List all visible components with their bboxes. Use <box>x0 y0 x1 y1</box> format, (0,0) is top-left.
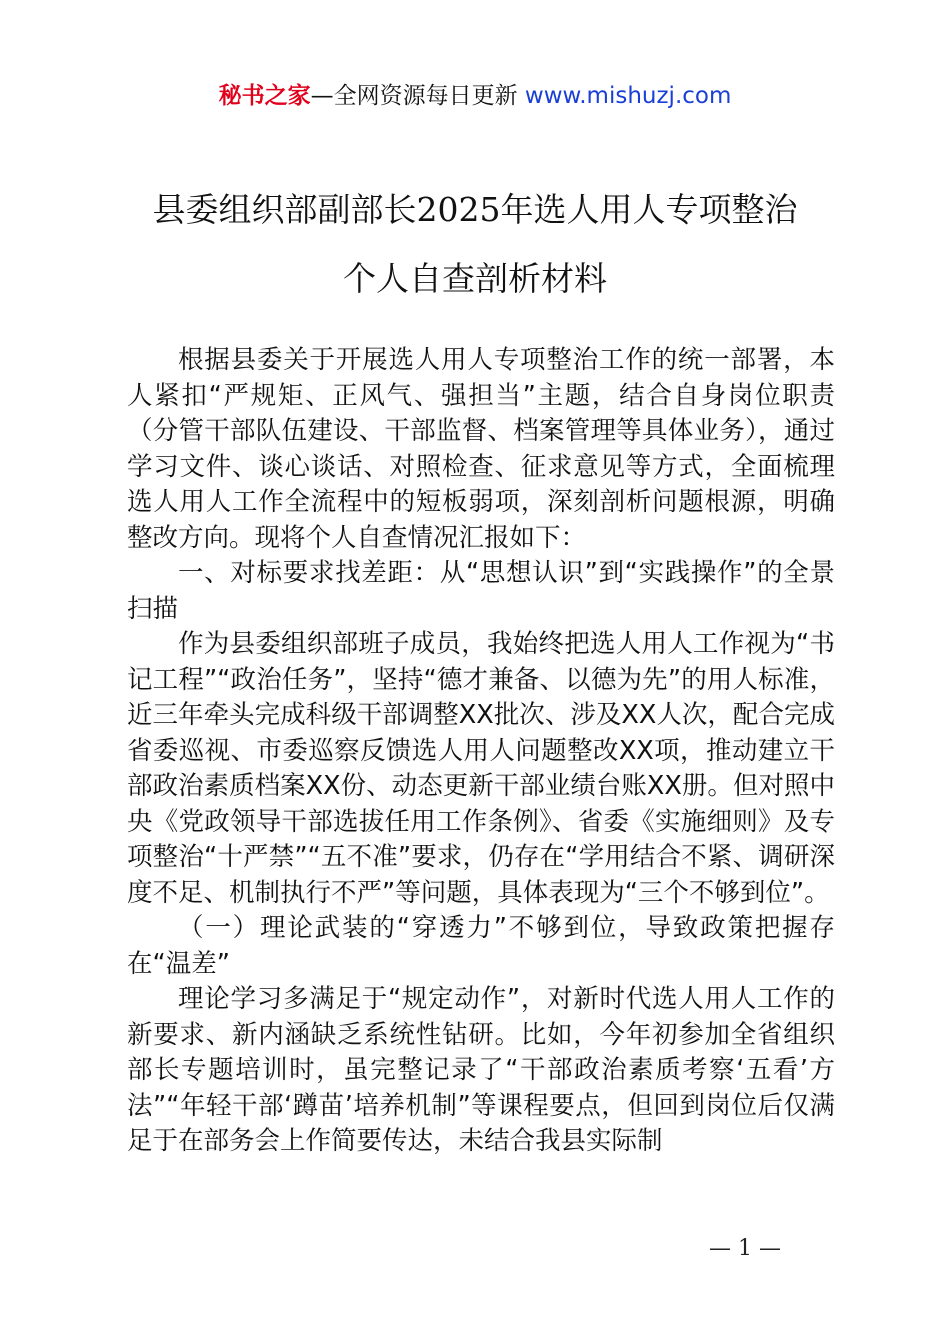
page-number: — 1 — <box>709 1236 781 1261</box>
brand-name: 秘书之家 <box>218 83 311 109</box>
document-title-line2: 个人自查剖析材料 <box>343 259 607 298</box>
site-header <box>0 80 950 112</box>
document-title-line1: 县委组织部副部长2025年选人用人专项整治 <box>152 190 798 229</box>
subsection-heading-1: （一）理论武装的“穿透力”不够到位，导致政策把握存在“温差” <box>127 913 835 979</box>
paragraph-overview: 作为县委组织部班子成员，我始终把选人用人工作视为“书记工程”“政治任务”，坚持“德才兼备、以德为先”的用人标准，近三年牵头完成科级干部调整XX批次、涉及XX人次，配合完成省委巡视、市委巡察反馈选人用人问题整改XX项，推动建立干部政治素质档案XX份、动态更新干部业绩台账XX册。但对照中央《党政领导干部选拔任用工作条例》、省委《实施细则》及专项整治“十严禁”“五不准”要求，仍存在“学用结合不紧、调研深度不足、机制执行不严”等问题，具体表现为“三个不够到位”。 <box>127 629 835 908</box>
section-heading-1: 一、对标要求找差距：从“思想认识”到“实践操作”的全景扫描 <box>127 558 835 624</box>
paragraph-intro: 根据县委关于开展选人用人专项整治工作的统一部署，本人紧扣“严规矩、正风气、强担当”主题，结合自身岗位职责（分管干部队伍建设、干部监督、档案管理等具体业务），通过学习文件、谈心谈话、对照检查、征求意见等方式，全面梳理选人用人工作全流程中的短板弱项，深刻剖析问题根源，明确整改方向。现将个人自查情况汇报如下： <box>127 345 835 553</box>
document-body <box>127 343 835 1160</box>
site-url-link[interactable]: www.mishuzj.com <box>524 83 732 109</box>
paragraph-theory: 理论学习多满足于“规定动作”，对新时代选人用人工作的新要求、新内涵缺乏系统性钻研。比如，今年初参加全省组织部长专题培训时，虽完整记录了“干部政治素质考察‘五看’方法”“年轻干部‘蹲苗’培养机制”等课程要点，但回到岗位后仅满足于在部务会上作简要传达，未结合我县实际制 <box>127 984 835 1156</box>
header-tagline: —全网资源每日更新 <box>310 83 525 109</box>
